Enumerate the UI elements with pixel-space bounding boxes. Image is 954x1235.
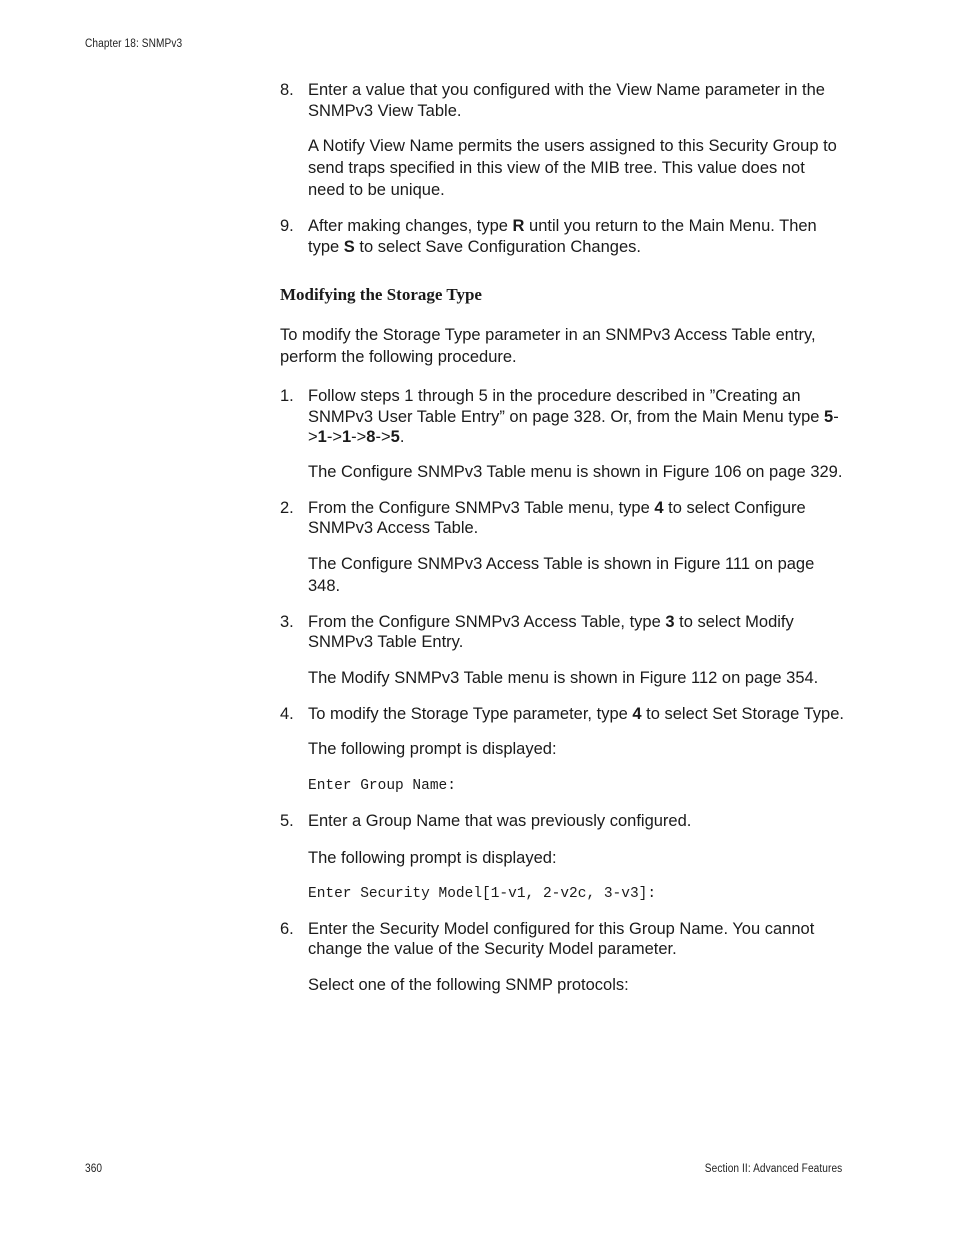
key-label: 8 [366,428,376,446]
step-5 [280,811,846,832]
page-number: 360 [85,1163,103,1175]
text-run: To modify the Storage Type parameter, type [308,704,633,723]
intro-paragraph: To modify the Storage Type parameter in an SNMPv3 Access Table entry, perform the following procedure. [280,326,816,366]
text-run: to select Set Storage Type. [641,704,844,723]
step-note: Select one of the following SNMP protocols: [308,975,629,994]
key-label: R [512,217,525,235]
step-note: A Notify View Name permits the users assigned to this Security Group to send traps specified in this view of the MIB tree. This value does not need to be unique. [308,137,837,199]
step-text: Enter a value that you configured with the View Name parameter in the SNMPv3 View Table. [308,81,825,120]
key-label: 5 [390,428,400,446]
step-3 [280,612,846,653]
key-label: 1 [341,428,352,446]
step-note: The Configure SNMPv3 Table menu is shown in Figure 106 on page 329. [308,462,843,481]
step-text [308,612,846,653]
arrow: -> [326,428,342,446]
step-text [308,498,846,539]
step-number: 2. [280,498,294,517]
section-heading: Modifying the Storage Type [280,285,482,304]
step-4 [280,704,846,725]
step-number: 6. [280,919,294,938]
text-run: until you return to the Main Menu. Then type [308,217,817,256]
step-note: The following prompt is displayed: [308,848,557,867]
step-note: The following prompt is displayed: [308,740,557,758]
step-number: 8. [280,81,294,99]
arrow: -> [351,428,367,446]
step-number: 4. [280,704,294,723]
step-text: Enter a Group Name that was previously configured. [308,812,692,830]
step-6 [280,919,846,960]
prompt-code: Enter Security Model[1-v1, 2-v2c, 3-v3]: [308,885,657,902]
key-label: 1 [317,428,327,446]
step-text [308,216,846,257]
running-footer-section: Section II: Advanced Features [704,1163,842,1175]
step-text: Enter the Security Model configured for this Group Name. You cannot change the value of the Security Model parameter. [308,919,815,958]
arrow: -> [375,428,391,446]
step-1 [280,386,846,448]
step-number: 1. [280,387,294,405]
step-text [308,386,846,448]
prompt-code: Enter Group Name: [308,778,456,794]
text-run: to select Save Configuration Changes. [354,237,641,256]
running-header: Chapter 18: SNMPv3 [85,38,183,50]
arrow: -> [308,407,839,446]
page-body [280,80,846,996]
step-2 [280,498,846,539]
step-9 [280,216,846,257]
key-label: 5 [824,407,834,426]
step-number: 9. [280,217,294,235]
text-run: From the Configure SNMPv3 Access Table, type [308,612,666,631]
key-label: 3 [665,612,675,631]
text-run: After making changes, type [308,217,513,235]
step-8 [280,80,846,121]
step-number: 3. [280,612,294,631]
text-run: Follow steps 1 through 5 in the procedure described in ”Creating an SNMPv3 User Table Entry” on page 328. Or, from the Main Menu type [308,387,825,426]
key-label: S [343,237,355,256]
step-note: The Modify SNMPv3 Table menu is shown in Figure 112 on page 354. [308,668,819,687]
key-label: 4 [654,498,664,517]
step-text [308,704,846,725]
key-label: 4 [632,704,642,723]
text-run: From the Configure SNMPv3 Table menu, type [308,498,655,517]
text-run: to select Configure SNMPv3 Access Table. [308,498,806,537]
step-note: The Configure SNMPv3 Access Table is shown in Figure 111 on page 348. [308,554,815,595]
text-run: . [399,428,405,446]
step-number: 5. [280,812,294,830]
text-run: to select Modify SNMPv3 Table Entry. [308,612,794,651]
